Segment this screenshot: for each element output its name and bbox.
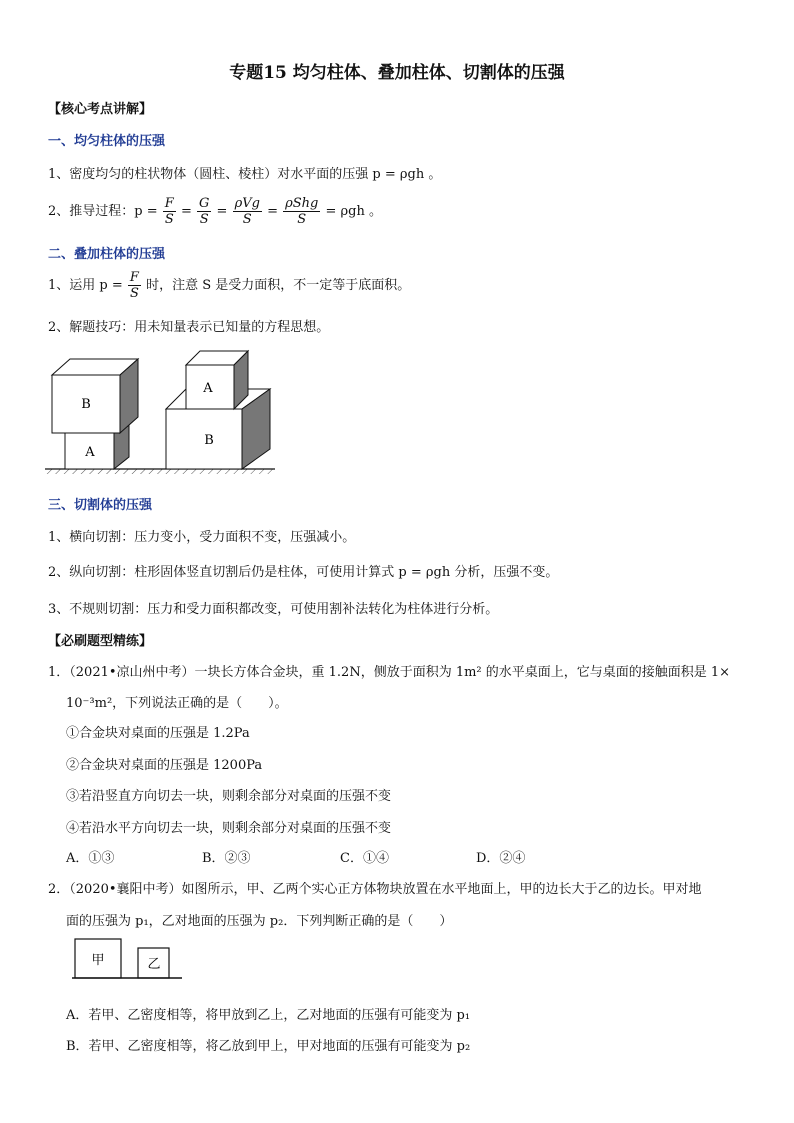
label-jia: 甲: [91, 953, 105, 968]
right-block-a: [186, 351, 248, 409]
fraction-f-over-s-2: $\frac{F}{S}$: [129, 270, 139, 301]
q1-statement-4: ④若沿水平方向切去一块，则剩余部分对桌面的压强不变: [66, 821, 392, 836]
q1-option-c[interactable]: C．①④: [340, 851, 389, 866]
section2-item1: 1、运用 p = $\frac{F}{S}$ 时，注意 S 是受力面积，不一定等于底面积。: [48, 270, 411, 301]
section1-item1: 1、密度均匀的柱状物体（圆柱、棱柱）对水平面的压强 p = ρgh 。: [48, 167, 442, 182]
q2-option-a[interactable]: A．若甲、乙密度相等，将甲放到乙上，乙对地面的压强有可能变为 p₁: [66, 1008, 471, 1023]
q1-statement-1: ①合金块对桌面的压强是 1.2Pa: [66, 726, 250, 741]
stacked-blocks-figure: [40, 345, 280, 475]
derivation-suffix: = ρgh 。: [325, 204, 382, 219]
left-bottom-label: A: [85, 445, 95, 460]
left-top-label: B: [81, 397, 91, 412]
fraction-f-over-s: $\frac{F}{S}$: [164, 196, 174, 227]
fraction-rhoshg-over-s: $\frac{\text{ρShg}}{S}$: [285, 196, 319, 227]
section2-heading: 二、叠加柱体的压强: [48, 247, 166, 262]
q2-stem-line2: 面的压强为 p₁，乙对地面的压强为 p₂．下列判断正确的是（ ）: [66, 914, 453, 929]
fraction-g-over-s: $\frac{G}{S}$: [198, 196, 210, 227]
section1-heading: 一、均匀柱体的压强: [48, 134, 166, 149]
page-title: 专题15 均匀柱体、叠加柱体、切割体的压强: [229, 63, 565, 83]
fraction-rhovg-over-s: $\frac{\text{ρVg}}{S}$: [234, 196, 260, 227]
label-yi: 乙: [147, 957, 161, 972]
q1-option-b[interactable]: B．②③: [202, 851, 251, 866]
section2-item2: 2、解题技巧：用未知量表示已知量的方程思想。: [48, 320, 330, 335]
section3-item2: 2、纵向切割：柱形固体竖直切割后仍是柱体，可使用计算式 p = ρgh 分析，压强不变。: [48, 565, 559, 580]
cubes-figure: [72, 936, 184, 982]
core-points-header: 【核心考点讲解】: [48, 102, 153, 117]
right-top-label: A: [203, 381, 213, 396]
q2-option-b[interactable]: B．若甲、乙密度相等，将乙放到甲上，甲对地面的压强有可能变为 p₂: [66, 1039, 471, 1054]
ground-hatch: [45, 469, 275, 474]
q2-stem-line1: 2．（2020•襄阳中考）如图所示，甲、乙两个实心正方体物块放置在水平地面上，甲的边长大于乙的边长。甲对地: [48, 882, 702, 897]
q1-statement-2: ②合金块对桌面的压强是 1200Pa: [66, 758, 263, 773]
practice-header: 【必刷题型精练】: [48, 634, 153, 649]
section3-item3: 3、不规则切割：压力和受力面积都改变，可使用割补法转化为柱体进行分析。: [48, 602, 499, 617]
q1-stem-line1: 1．（2021•凉山州中考）一块长方体合金块，重 1.2N，侧放于面积为 1m² 的水平桌面上，它与桌面的接触面积是 1×: [48, 665, 731, 680]
derivation-prefix: 2、推导过程：p =: [48, 204, 158, 219]
section3-heading: 三、切割体的压强: [48, 498, 153, 513]
right-bottom-label: B: [204, 433, 214, 448]
left-block-b: [52, 359, 138, 433]
section1-derivation: 2、推导过程：p = $\frac{F}{S}$ = $\frac{G}{S}$ = $\frac{\text{ρVg}}{S}$ = $\frac{\text{ρShg}}{S}$ = ρgh 。: [48, 196, 382, 227]
q1-option-a[interactable]: A．①③: [66, 851, 115, 866]
q1-statement-3: ③若沿竖直方向切去一块，则剩余部分对桌面的压强不变: [66, 789, 392, 804]
section3-item1: 1、横向切割：压力变小，受力面积不变，压强减小。: [48, 530, 356, 545]
q1-stem-line2: 10⁻³m²，下列说法正确的是（ ）。: [66, 696, 288, 711]
q1-option-d[interactable]: D．②④: [476, 851, 526, 866]
